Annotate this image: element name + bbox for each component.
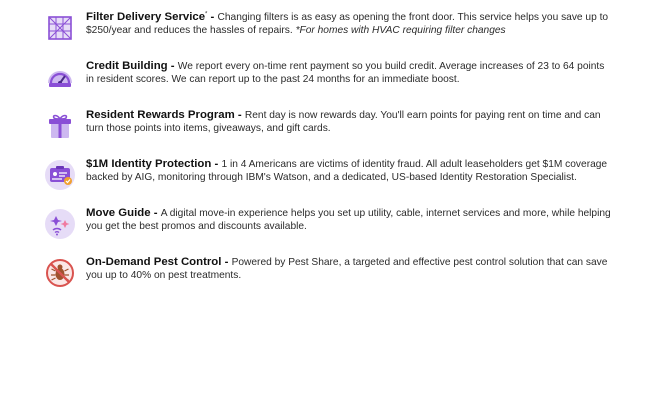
title-separator: -	[150, 207, 161, 219]
move-guide-icon	[44, 208, 76, 240]
service-title: On-Demand Pest Control	[86, 256, 222, 268]
service-description: Rent day is now rewards day. You'll earn points for paying rent on time and can turn those points into items, giveaways, and gift cards.	[86, 110, 601, 135]
service-description: Powered by Pest Share, a targeted and effective pest control solution that can save you up to 40% on pest treatments.	[86, 257, 608, 282]
service-description: Changing filters is as easy as opening the front door. This service helps you save up to $250/year and reduces the hassles of repairs.	[86, 12, 609, 37]
service-item-filter-delivery	[44, 10, 614, 59]
service-title: Credit Building	[86, 60, 168, 72]
service-description: We report every on-time rent payment so you build credit. Average increases of 23 to 64 points in resident scores. We can report up to the past 24 months for an immediate boost.	[86, 61, 605, 86]
title-separator: -	[167, 60, 178, 72]
service-text	[86, 60, 614, 86]
title-separator: -	[211, 158, 222, 170]
title-separator: -	[207, 11, 218, 23]
service-title: $1M Identity Protection	[86, 158, 212, 170]
service-item-move-guide	[44, 206, 614, 255]
service-description: A digital move-in experience helps you set up utility, cable, internet services and more, while helping you get the best promos and discounts available.	[86, 208, 611, 233]
service-text	[86, 256, 614, 282]
id-card-icon	[44, 159, 76, 191]
services-list	[44, 10, 614, 304]
title-separator: -	[221, 256, 232, 268]
footnote-marker: *	[205, 11, 208, 18]
title-separator: -	[234, 109, 245, 121]
gift-icon	[44, 110, 76, 142]
service-text	[86, 11, 614, 37]
service-item-credit-building	[44, 59, 614, 108]
no-bug-icon	[44, 257, 76, 289]
service-title: Filter Delivery Service	[86, 11, 206, 23]
service-item-identity-protection	[44, 157, 614, 206]
service-description: 1 in 4 Americans are victims of identity fraud. All adult leaseholders get $1M coverage backed by AIG, monitoring through IBM's Watson, and a dedicated, US-based Identity Restoration Specialist.	[86, 159, 608, 184]
service-item-resident-rewards	[44, 108, 614, 157]
service-text	[86, 158, 614, 184]
service-title: Move Guide	[86, 207, 151, 219]
service-item-pest-control	[44, 255, 614, 304]
filter-grid-icon	[44, 12, 76, 44]
service-title: Resident Rewards Program	[86, 109, 235, 121]
service-text	[86, 207, 614, 233]
service-text	[86, 109, 614, 135]
credit-gauge-icon	[44, 61, 76, 93]
service-footnote: *For homes with HVAC requiring filter changes	[295, 25, 506, 37]
